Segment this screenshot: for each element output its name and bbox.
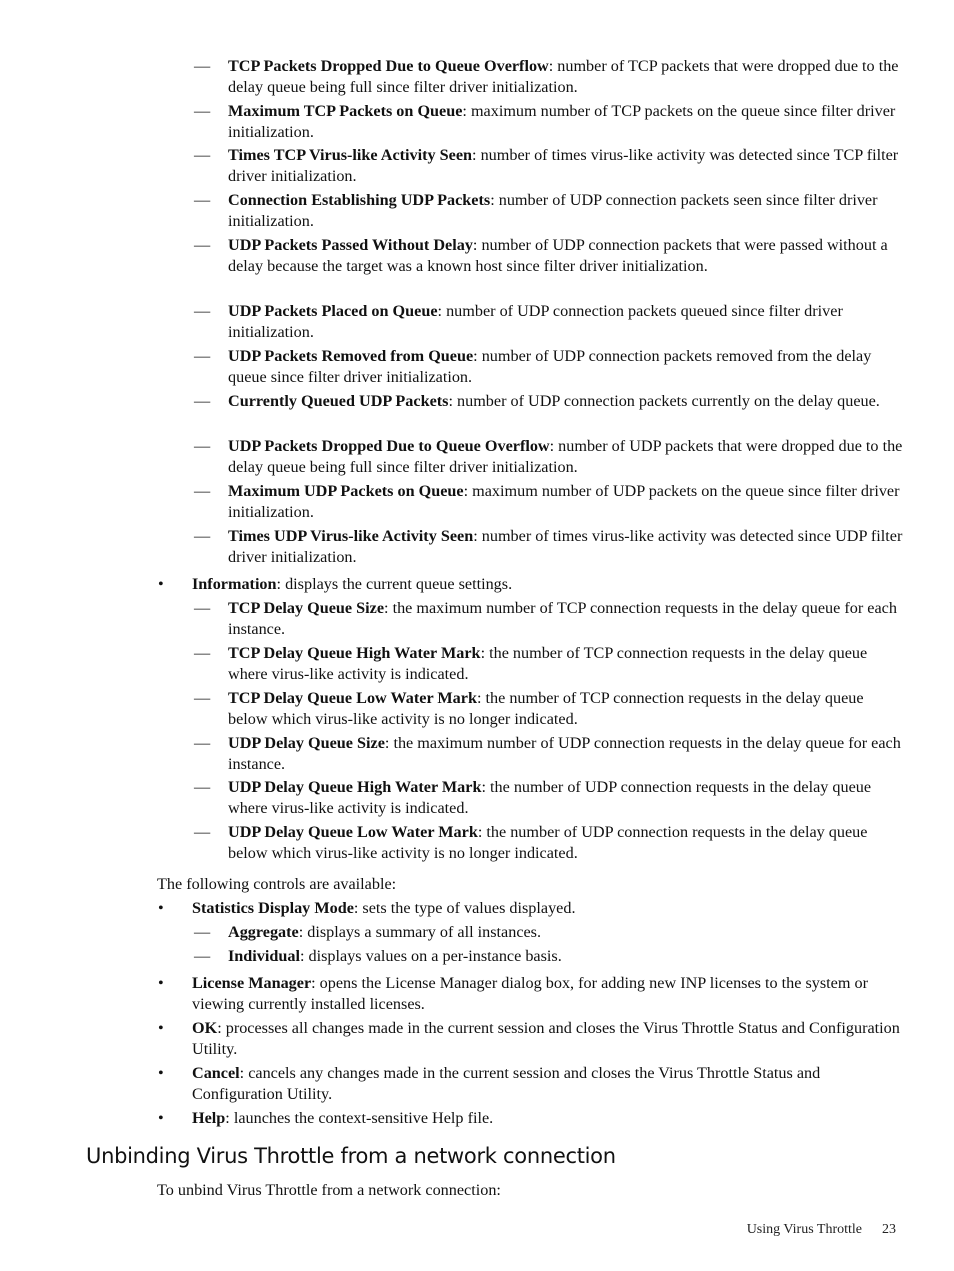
item-term: UDP Packets Passed Without Delay — [228, 236, 473, 254]
bullet-item-help — [158, 1108, 904, 1129]
list-item — [194, 822, 904, 864]
list-item — [194, 391, 904, 412]
section-intro: To unbind Virus Throttle from a network connection: — [157, 1181, 501, 1199]
list-item — [194, 436, 904, 478]
list-item — [194, 598, 904, 640]
item-term: Times TCP Virus-like Activity Seen — [228, 146, 473, 164]
page-number: 23 — [882, 1222, 896, 1237]
bullet-item-cancel — [158, 1063, 904, 1105]
item-term: UDP Delay Queue Low Water Mark — [228, 823, 478, 841]
bullet-marker: • — [158, 1109, 164, 1127]
dash-marker: — — [194, 778, 211, 796]
item-term: Aggregate — [228, 923, 299, 941]
list-item — [194, 526, 904, 568]
list-item — [194, 643, 904, 685]
item-description: : number of UDP connection packets removed from the delay queue since filter driver initialization. — [228, 347, 872, 386]
dash-marker: — — [194, 527, 211, 545]
item-term: UDP Delay Queue Size — [228, 734, 385, 752]
dash-marker: — — [194, 191, 211, 209]
list-item — [194, 733, 904, 775]
dash-marker: — — [194, 302, 211, 320]
item-description: : the maximum number of UDP connection requests in the delay queue for each instance. — [228, 734, 901, 773]
item-term: UDP Packets Placed on Queue — [228, 302, 438, 320]
item-description: : number of UDP connection packets that were passed without a delay because the target was a known host since filter driver initialization. — [228, 236, 888, 275]
bullet-marker: • — [158, 575, 164, 593]
item-term: Statistics Display Mode — [192, 899, 354, 917]
item-description: : maximum number of TCP packets on the queue since filter driver initialization. — [228, 102, 896, 141]
bullet-item-ok — [158, 1018, 904, 1060]
item-term: OK — [192, 1019, 218, 1037]
item-description: : launches the context-sensitive Help file. — [225, 1109, 494, 1127]
item-description: : displays values on a per-instance basis. — [300, 947, 562, 965]
dash-marker: — — [194, 347, 211, 365]
bullet-item-license-manager — [158, 973, 904, 1015]
item-description: : cancels any changes made in the current session and closes the Virus Throttle Status and Configuration Utility. — [192, 1064, 821, 1103]
item-description: : the number of TCP connection requests in the delay queue below which virus-like activity is no longer indicated. — [228, 689, 864, 728]
dash-marker: — — [194, 947, 211, 965]
dash-marker: — — [194, 644, 211, 662]
item-description: : displays the current queue settings. — [276, 575, 513, 593]
item-description: : displays a summary of all instances. — [298, 923, 542, 941]
dash-marker: — — [194, 923, 211, 941]
list-item — [194, 190, 904, 232]
list-item — [194, 235, 904, 277]
section-heading: Unbinding Virus Throttle from a network connection — [86, 1144, 616, 1168]
item-term: License Manager — [192, 974, 312, 992]
list-item — [194, 346, 904, 388]
item-term: Cancel — [192, 1064, 240, 1082]
item-term: TCP Packets Dropped Due to Queue Overflow — [228, 57, 549, 75]
item-term: TCP Delay Queue High Water Mark — [228, 644, 481, 662]
item-term: Individual — [228, 947, 300, 965]
footer-title: Using Virus Throttle — [746, 1222, 862, 1237]
bullet-item-display-mode — [158, 898, 904, 919]
item-term: Times UDP Virus-like Activity Seen — [228, 527, 474, 545]
bullet-marker: • — [158, 1064, 164, 1082]
list-item — [194, 922, 904, 943]
item-term: Help — [192, 1109, 226, 1127]
bullet-marker: • — [158, 1019, 164, 1037]
dash-marker: — — [194, 823, 211, 841]
item-description: : number of UDP connection packets currently on the delay queue. — [448, 392, 880, 410]
item-term: Maximum UDP Packets on Queue — [228, 482, 464, 500]
dash-marker: — — [194, 236, 211, 254]
item-description: : number of times virus-like activity was detected since TCP filter driver initialization. — [228, 146, 899, 185]
dash-marker: — — [194, 482, 211, 500]
bullet-marker: • — [158, 974, 164, 992]
item-description: : number of UDP packets that were dropped due to the delay queue being full since filter driver initialization. — [228, 437, 903, 476]
item-description: : the number of TCP connection requests in the delay queue where virus-like activity is indicated. — [228, 644, 868, 683]
list-item — [194, 688, 904, 730]
list-item — [194, 946, 904, 967]
item-term: TCP Delay Queue Size — [228, 599, 385, 617]
item-description: : number of UDP connection packets queued since filter driver initialization. — [228, 302, 843, 341]
item-term: Maximum TCP Packets on Queue — [228, 102, 463, 120]
item-description: : number of UDP connection packets seen since filter driver initialization. — [228, 191, 878, 230]
list-item — [194, 101, 904, 143]
dash-marker: — — [194, 102, 211, 120]
list-item — [194, 56, 904, 98]
item-description: : number of TCP packets that were dropped due to the delay queue being full since filter driver initialization. — [228, 57, 899, 96]
list-item — [194, 777, 904, 819]
item-term: Information — [192, 575, 277, 593]
dash-marker: — — [194, 57, 211, 75]
item-term: UDP Packets Dropped Due to Queue Overflow — [228, 437, 550, 455]
dash-marker: — — [194, 392, 211, 410]
dash-marker: — — [194, 437, 211, 455]
dash-marker: — — [194, 599, 211, 617]
item-description: : sets the type of values displayed. — [353, 899, 576, 917]
item-description: : the maximum number of TCP connection requests in the delay queue for each instance. — [228, 599, 897, 638]
controls-intro: The following controls are available: — [157, 875, 397, 893]
item-term: TCP Delay Queue Low Water Mark — [228, 689, 477, 707]
dash-marker: — — [194, 689, 211, 707]
dash-marker: — — [194, 146, 211, 164]
bullet-marker: • — [158, 899, 164, 917]
bullet-item-information — [158, 574, 904, 595]
dash-marker: — — [194, 734, 211, 752]
item-term: UDP Delay Queue High Water Mark — [228, 778, 482, 796]
item-description: : maximum number of UDP packets on the queue since filter driver initialization. — [228, 482, 900, 521]
item-term: UDP Packets Removed from Queue — [228, 347, 474, 365]
item-description: : processes all changes made in the current session and closes the Virus Throttle Status and Configuration Utility. — [192, 1019, 900, 1058]
item-description: : the number of UDP connection requests in the delay queue below which virus-like activity is no longer indicated. — [228, 823, 868, 862]
item-description: : opens the License Manager dialog box, for adding new INP licenses to the system or viewing currently installed licenses. — [192, 974, 868, 1013]
page-footer — [747, 1222, 896, 1238]
list-item — [194, 301, 904, 343]
item-description: : number of times virus-like activity was detected since UDP filter driver initialization. — [228, 527, 903, 566]
list-item — [194, 481, 904, 523]
item-description: : the number of UDP connection requests in the delay queue where virus-like activity is indicated. — [228, 778, 872, 817]
list-item — [194, 145, 904, 187]
item-term: Currently Queued UDP Packets — [228, 392, 449, 410]
item-term: Connection Establishing UDP Packets — [228, 191, 491, 209]
